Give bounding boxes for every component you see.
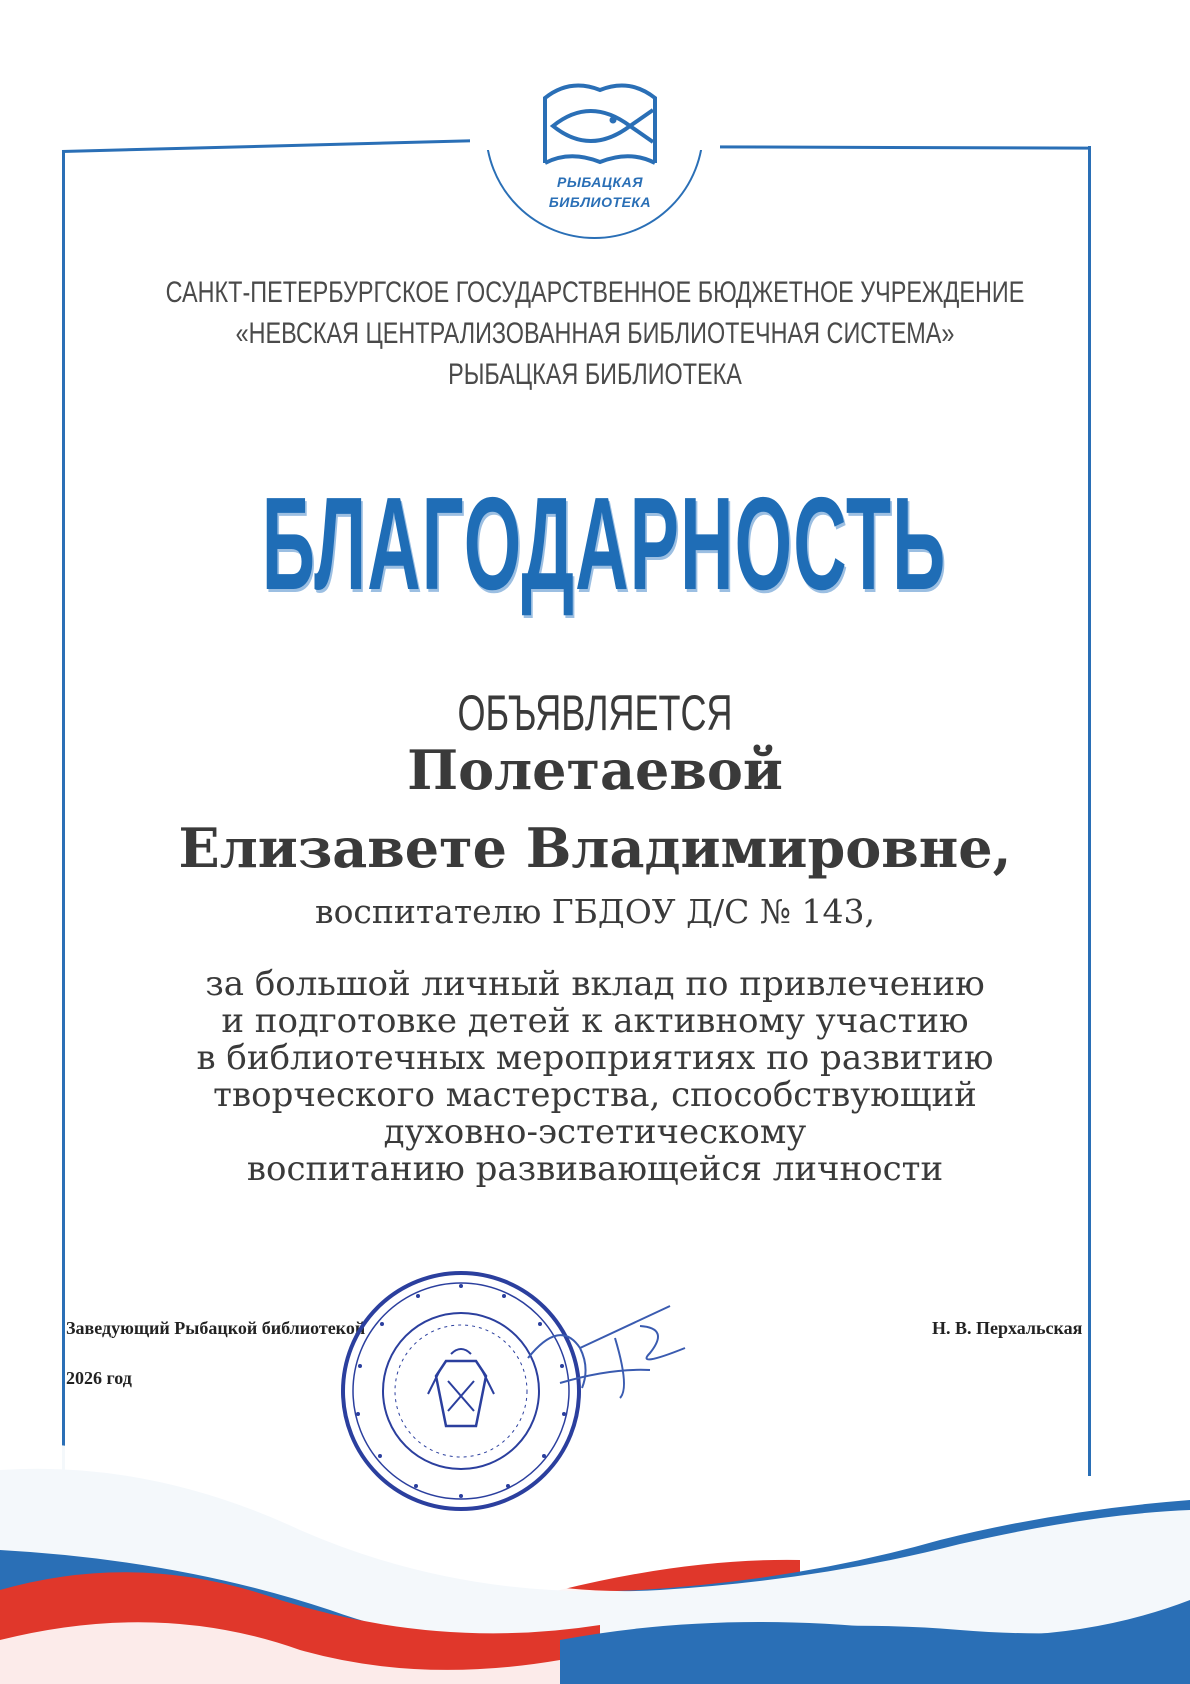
frame-top-left	[62, 139, 492, 153]
signature-name: Н. В. Перхальская	[932, 1318, 1083, 1338]
frame-right	[1088, 146, 1091, 1476]
recipient-surname: Полетаевой	[407, 738, 783, 802]
organization-line1: САНКТ-ПЕТЕРБУРГСКОЕ ГОСУДАРСТВЕННОЕ БЮДЖЕТНОЕ УЧРЕЖДЕНИЕ	[165, 276, 1025, 309]
organization-line3: РЫБАЦКАЯ БИБЛИОТЕКА	[448, 358, 742, 391]
announce-text: ОБЪЯВЛЯЕТСЯ	[457, 685, 733, 741]
handwritten-signature	[520, 1298, 700, 1408]
logo-text-line1: РЫБАЦКАЯ	[557, 174, 643, 190]
flag-waves-decoration	[0, 1440, 1190, 1684]
reason-line-3: в библиотечных мероприятиях по развитию	[196, 1038, 994, 1078]
recipient-given-name: Елизавете Владимировне,	[178, 816, 1012, 880]
document-title: БЛАГОДАРНОСТЬ	[261, 470, 947, 617]
frame-top-right	[700, 145, 1090, 149]
reason-line-6: воспитанию развивающейся личности	[246, 1149, 944, 1189]
recipient-position: воспитателю ГБДОУ Д/С № 143,	[314, 892, 876, 931]
fish-book-icon	[535, 78, 665, 188]
fish-book-logo	[535, 78, 665, 228]
organization-line2: «НЕВСКАЯ ЦЕНТРАЛИЗОВАННАЯ БИБЛИОТЕЧНАЯ СИСТЕМА»	[235, 317, 955, 350]
reason-line-4: творческого мастерства, способствующий	[213, 1075, 977, 1115]
logo-text-line2: БИБЛИОТЕКА	[548, 194, 652, 210]
signature-role: Заведующий Рыбацкой библиотекой	[66, 1318, 366, 1338]
reason-line-2: и подготовке детей к активному участию	[221, 1001, 969, 1041]
reason-line-5: духовно-эстетическому	[383, 1112, 807, 1152]
reason-line-1: за большой личный вклад по привлечению	[205, 964, 985, 1004]
signature-year: 2026 год	[66, 1368, 132, 1388]
